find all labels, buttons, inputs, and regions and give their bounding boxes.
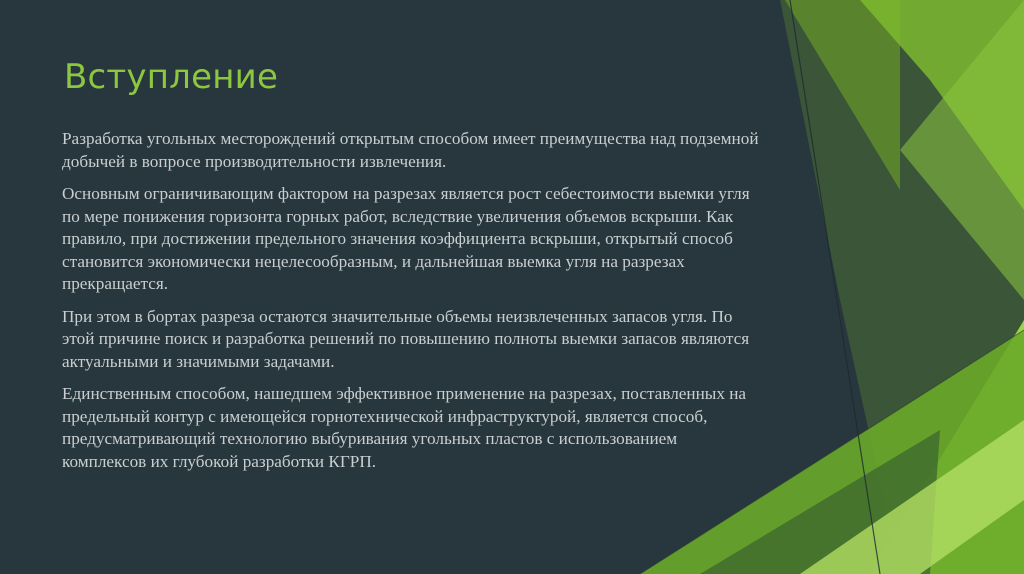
slide-title: Вступление bbox=[64, 57, 279, 97]
paragraph-reserves: При этом в бортах разреза остаются значительные объемы неизвлеченных запасов угля. По этой причине поиск и разработка решений по повышению полноты выемки запасов являются актуальными и значимыми задачами. bbox=[62, 306, 750, 371]
paragraph-limiting-factor: Основным ограничивающим фактором на разрезах является рост себестоимости выемки угля по мере понижения горизонта горных работ, вследствие увеличения объемов вскрыши. Как правило, при достижении предельного значения коэффициента вскрыши, открытый способ становится экономически нецелесообразным, и дальнейшая выемка угля на разрезах прекращается. bbox=[62, 184, 750, 293]
paragraph-method: Единственным способом, нашедшем эффективное применение на разрезах, поставленных на предельный контур с имеющейся горнотехнической инфраструктурой, является способ, предусматривающий технологию выбуривания угольных пластов с использованием комплексов их глубокой разработки КГРП. bbox=[62, 384, 747, 471]
paragraph-advantages: Разработка угольных месторождений открытым способом имеет преимущества над подземной добычей в вопросе производительности извлечения. bbox=[62, 129, 759, 171]
slide-body bbox=[62, 128, 762, 483]
